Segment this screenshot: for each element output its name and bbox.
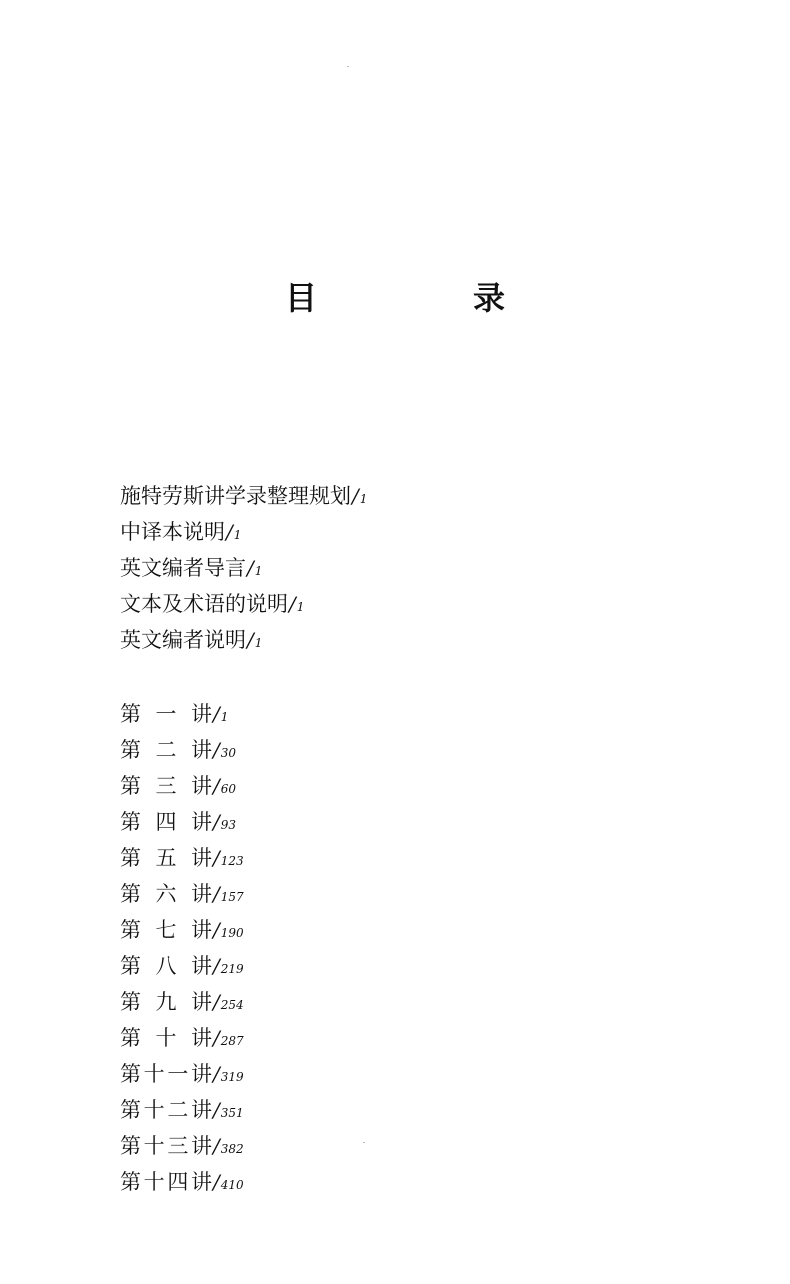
front-matter-list: [120, 478, 367, 658]
entry-separator: /: [226, 520, 233, 544]
lecture-title: 第十三讲: [120, 1134, 212, 1158]
lecture-entry[interactable]: [120, 912, 244, 948]
scan-speck: [363, 1142, 365, 1143]
lecture-entry[interactable]: [120, 1092, 244, 1128]
lecture-title: 第六讲: [120, 882, 212, 906]
entry-title: 中译本说明: [120, 520, 225, 544]
entry-page-number: 1: [254, 564, 263, 578]
lecture-entry[interactable]: [120, 1056, 244, 1092]
toc-entry[interactable]: [120, 622, 367, 658]
entry-separator: /: [213, 954, 220, 978]
entry-page-number: 382: [220, 1142, 244, 1156]
entry-page-number: 190: [220, 926, 244, 940]
entry-page-number: 1: [220, 710, 229, 724]
lecture-title: 第九讲: [120, 990, 212, 1014]
lecture-title: 第十四讲: [120, 1170, 212, 1194]
entry-page-number: 1: [254, 636, 263, 650]
lecture-title: 第四讲: [120, 810, 212, 834]
entry-separator: /: [213, 774, 220, 798]
entry-title: 施特劳斯讲学录整理规划: [120, 484, 351, 508]
entry-separator: /: [352, 484, 359, 508]
entry-separator: /: [213, 1062, 220, 1086]
entry-title: 英文编者说明: [120, 628, 246, 652]
entry-page-number: 30: [220, 746, 237, 760]
entry-separator: /: [213, 882, 220, 906]
lecture-title: 第十讲: [120, 1026, 212, 1050]
lecture-entry[interactable]: [120, 984, 244, 1020]
entry-separator: /: [247, 556, 254, 580]
lecture-entry[interactable]: [120, 1020, 244, 1056]
entry-separator: /: [213, 1026, 220, 1050]
toc-entry[interactable]: [120, 478, 367, 514]
entry-title: 文本及术语的说明: [120, 592, 288, 616]
entry-separator: /: [289, 592, 296, 616]
lecture-title: 第十二讲: [120, 1098, 212, 1122]
entry-page-number: 1: [296, 600, 305, 614]
page-title: 目 录: [284, 279, 567, 317]
lecture-entry[interactable]: [120, 876, 244, 912]
toc-entry[interactable]: [120, 586, 367, 622]
entry-title: 英文编者导言: [120, 556, 246, 580]
entry-separator: /: [213, 810, 220, 834]
entry-separator: /: [213, 1134, 220, 1158]
lecture-title: 第八讲: [120, 954, 212, 978]
entry-separator: /: [213, 702, 220, 726]
entry-separator: /: [213, 1098, 220, 1122]
lecture-title: 第三讲: [120, 774, 212, 798]
lecture-title: 第二讲: [120, 738, 212, 762]
entry-separator: /: [213, 990, 220, 1014]
entry-page-number: 287: [220, 1034, 244, 1048]
lecture-title: 第七讲: [120, 918, 212, 942]
entry-separator: /: [247, 628, 254, 652]
entry-page-number: 1: [359, 492, 368, 506]
entry-page-number: 254: [220, 998, 244, 1012]
entry-page-number: 157: [220, 890, 244, 904]
lecture-entry[interactable]: [120, 840, 244, 876]
entry-page-number: 410: [220, 1178, 244, 1192]
toc-entry[interactable]: [120, 514, 367, 550]
entry-separator: /: [213, 918, 220, 942]
entry-page-number: 319: [220, 1070, 244, 1084]
lectures-list: [120, 696, 244, 1200]
toc-entry[interactable]: [120, 550, 367, 586]
entry-page-number: 351: [220, 1106, 244, 1120]
scan-speck: [347, 66, 349, 67]
lecture-entry[interactable]: [120, 948, 244, 984]
entry-separator: /: [213, 1170, 220, 1194]
entry-page-number: 60: [220, 782, 237, 796]
lecture-entry[interactable]: [120, 696, 244, 732]
lecture-title: 第一讲: [120, 702, 212, 726]
lecture-entry[interactable]: [120, 1128, 244, 1164]
entry-page-number: 1: [233, 528, 242, 542]
lecture-entry[interactable]: [120, 768, 244, 804]
entry-page-number: 123: [220, 854, 244, 868]
lecture-entry[interactable]: [120, 732, 244, 768]
lecture-entry[interactable]: [120, 804, 244, 840]
entry-separator: /: [213, 738, 220, 762]
entry-page-number: 219: [220, 962, 244, 976]
lecture-title: 第五讲: [120, 846, 212, 870]
entry-separator: /: [213, 846, 220, 870]
lecture-entry[interactable]: [120, 1164, 244, 1200]
entry-page-number: 93: [220, 818, 237, 832]
lecture-title: 第十一讲: [120, 1062, 212, 1086]
